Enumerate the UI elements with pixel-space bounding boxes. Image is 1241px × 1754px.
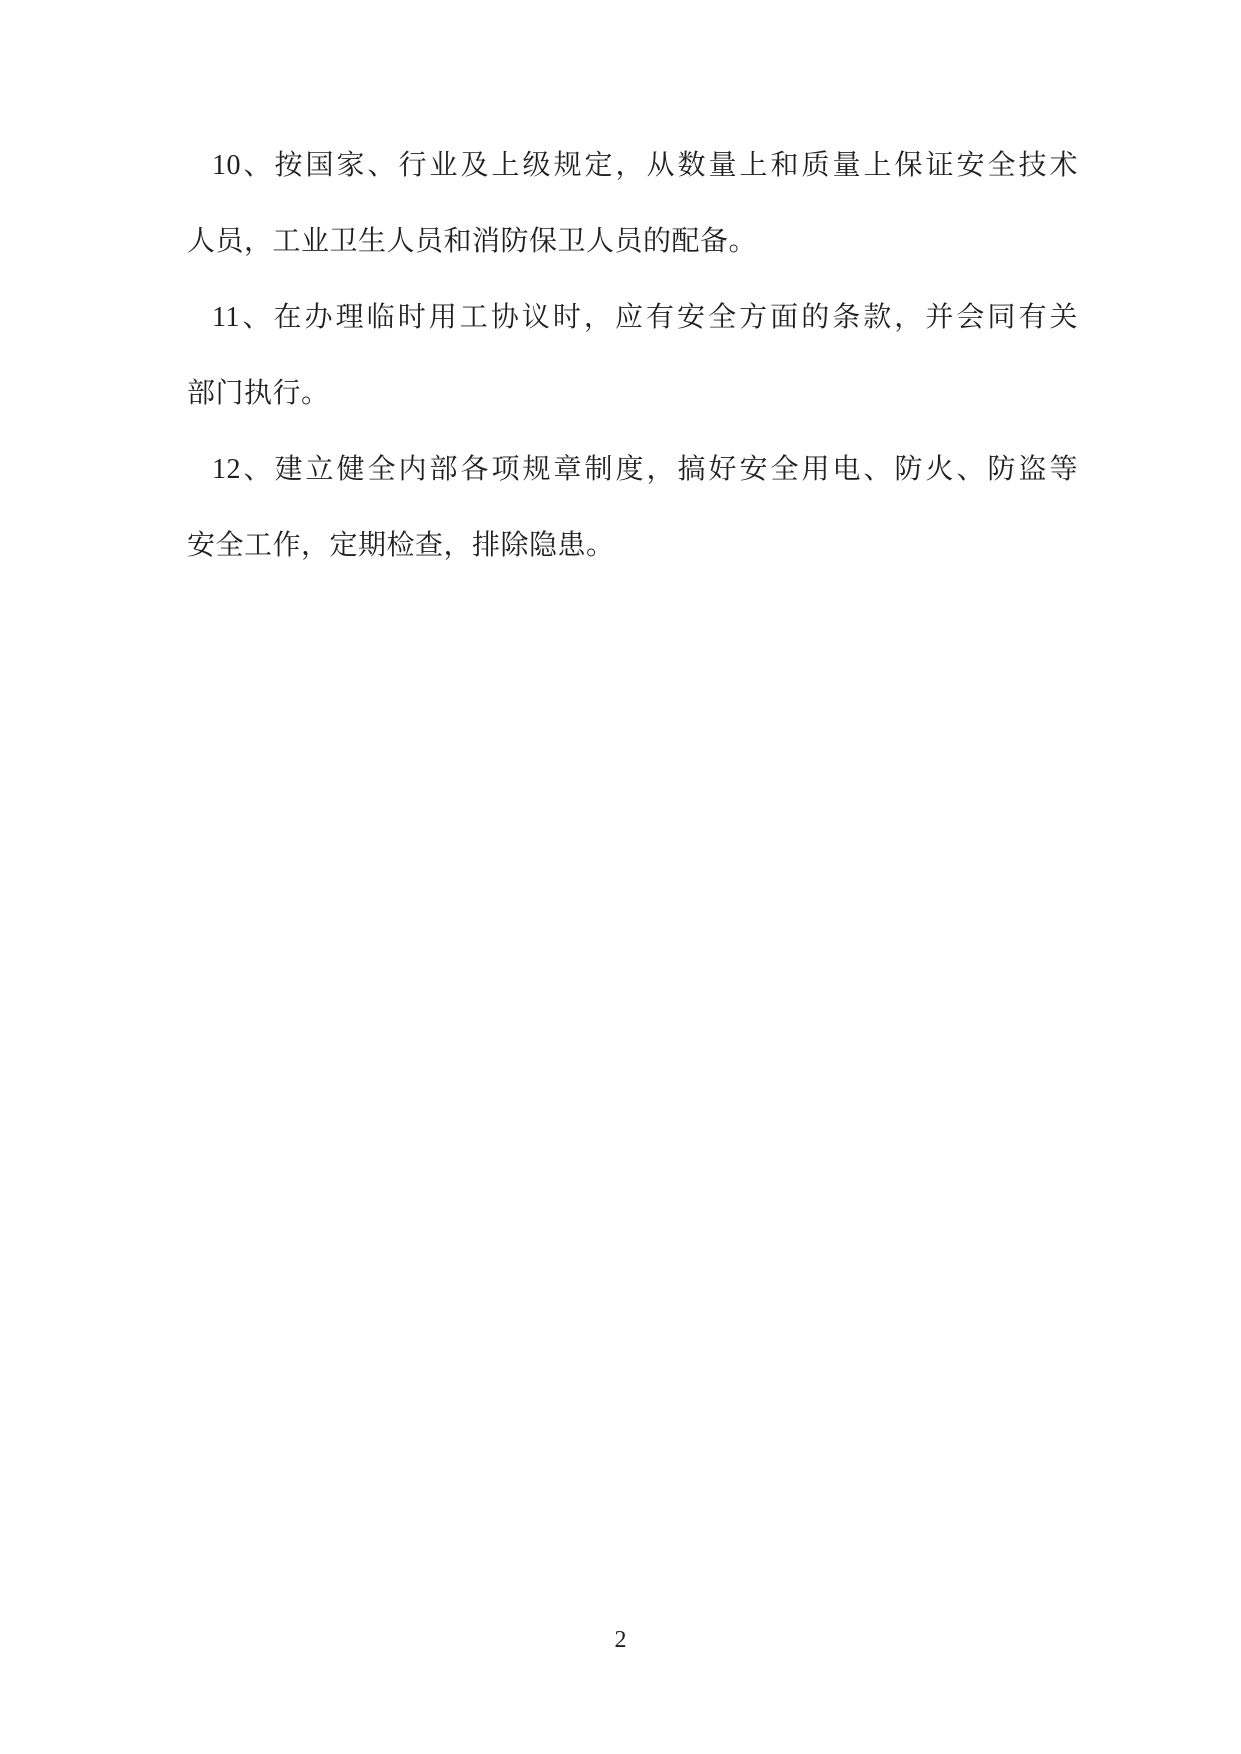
paragraph-12-line-1: 12、建立健全内部各项规章制度，搞好安全用电、防火、防盗等 <box>212 454 1078 485</box>
paragraph-10-line-1: 10、按国家、行业及上级规定，从数量上和质量上保证安全技术 <box>212 150 1078 181</box>
paragraph-10-line-2: 人员，工业卫生人员和消防保卫人员的配备。 <box>187 226 758 257</box>
paragraph-12-line-2: 安全工作，定期检查，排除隐患。 <box>187 530 615 561</box>
page-footer <box>0 1622 1241 1658</box>
paragraph-11-line-1: 11、在办理临时用工协议时，应有安全方面的条款，并会同有关 <box>212 302 1078 333</box>
document-body <box>187 128 1078 584</box>
page-number: 2 <box>614 1627 627 1653</box>
paragraph-11-line-2: 部门执行。 <box>187 378 330 409</box>
